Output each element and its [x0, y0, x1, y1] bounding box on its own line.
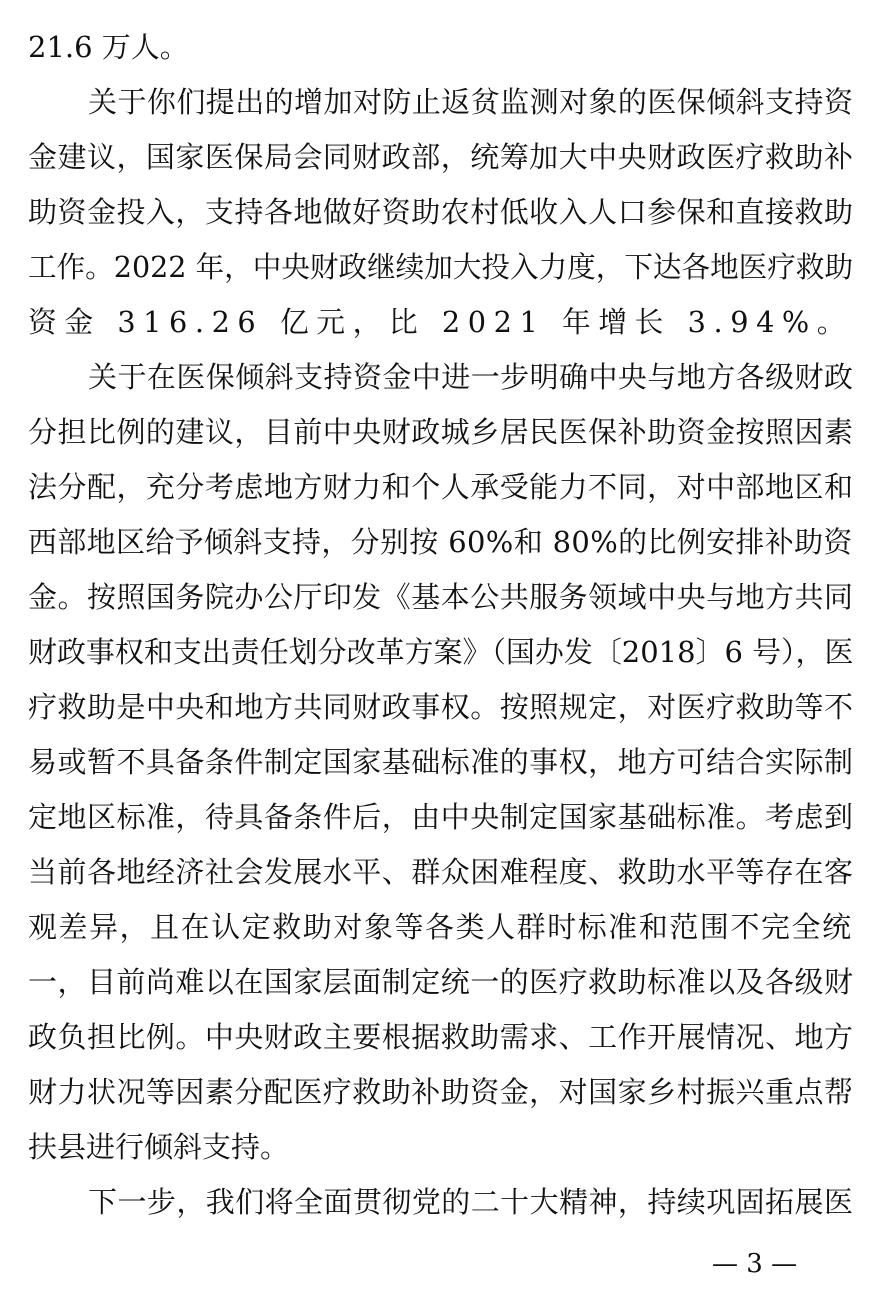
line-text: 法分配，充分考虑地方财力和个人承受能力不同，对中部地区和	[28, 470, 854, 504]
text-line	[0, 405, 881, 459]
text-line	[0, 1120, 881, 1174]
text-line	[0, 1065, 881, 1119]
text-line	[0, 955, 881, 1009]
line-text: 资金 316.26 亿元，比 2021 年增长 3.94%。	[28, 305, 854, 339]
page-number: — 3 —	[712, 1249, 798, 1279]
line-text: 工作。2022 年，中央财政继续加大投入力度，下达各地医疗救助	[28, 250, 854, 284]
line-text: 疗救助是中央和地方共同财政事权。按照规定，对医疗救助等不	[28, 690, 854, 724]
line-text: 助资金投入，支持各地做好资助农村低收入人口参保和直接救助	[28, 195, 854, 229]
text-line	[0, 1175, 881, 1229]
text-line	[0, 515, 881, 569]
line-text: 定地区标准，待具备条件后，由中央制定国家基础标准。考虑到	[28, 800, 854, 834]
line-text: 金建议，国家医保局会同财政部，统筹加大中央财政医疗救助补	[28, 140, 854, 174]
text-line	[0, 295, 881, 349]
text-line	[0, 1010, 881, 1064]
text-line	[0, 680, 881, 734]
text-line	[0, 185, 881, 239]
line-text: 扶县进行倾斜支持。	[28, 1130, 290, 1164]
text-line	[0, 75, 881, 129]
line-text: 政负担比例。中央财政主要根据救助需求、工作开展情况、地方	[28, 1020, 854, 1054]
line-text: 关于在医保倾斜支持资金中进一步明确中央与地方各级财政	[88, 360, 854, 394]
text-line	[0, 240, 881, 294]
line-text: 21.6 万人。	[28, 30, 189, 64]
line-text: 分担比例的建议，目前中央财政城乡居民医保补助资金按照因素	[28, 415, 854, 449]
text-line	[0, 460, 881, 514]
text-line	[0, 20, 881, 74]
text-line	[0, 900, 881, 954]
line-text: 观差异，且在认定救助对象等各类人群时标准和范围不完全统	[28, 910, 853, 944]
line-text: 财力状况等因素分配医疗救助补助资金，对国家乡村振兴重点帮	[28, 1075, 854, 1109]
line-text: 一，目前尚难以在国家层面制定统一的医疗救助标准以及各级财	[28, 965, 854, 999]
text-line	[0, 350, 881, 404]
text-line	[0, 625, 881, 679]
line-text: 西部地区给予倾斜支持，分别按 60%和 80%的比例安排补助资	[28, 525, 853, 559]
text-line	[0, 735, 881, 789]
line-text: 当前各地经济社会发展水平、群众困难程度、救助水平等存在客	[28, 855, 854, 889]
text-line	[0, 790, 881, 844]
line-text: 易或暂不具备条件制定国家基础标准的事权，地方可结合实际制	[28, 745, 854, 779]
line-text: 金。按照国务院办公厅印发《基本公共服务领域中央与地方共同	[28, 580, 854, 614]
line-text: 下一步，我们将全面贯彻党的二十大精神，持续巩固拓展医	[88, 1185, 854, 1219]
line-text: 关于你们提出的增加对防止返贫监测对象的医保倾斜支持资	[88, 85, 854, 119]
text-line	[0, 845, 881, 899]
line-text: 财政事权和支出责任划分改革方案》（国办发〔2018〕6 号），医	[28, 635, 854, 669]
text-line	[0, 570, 881, 624]
text-line	[0, 130, 881, 184]
